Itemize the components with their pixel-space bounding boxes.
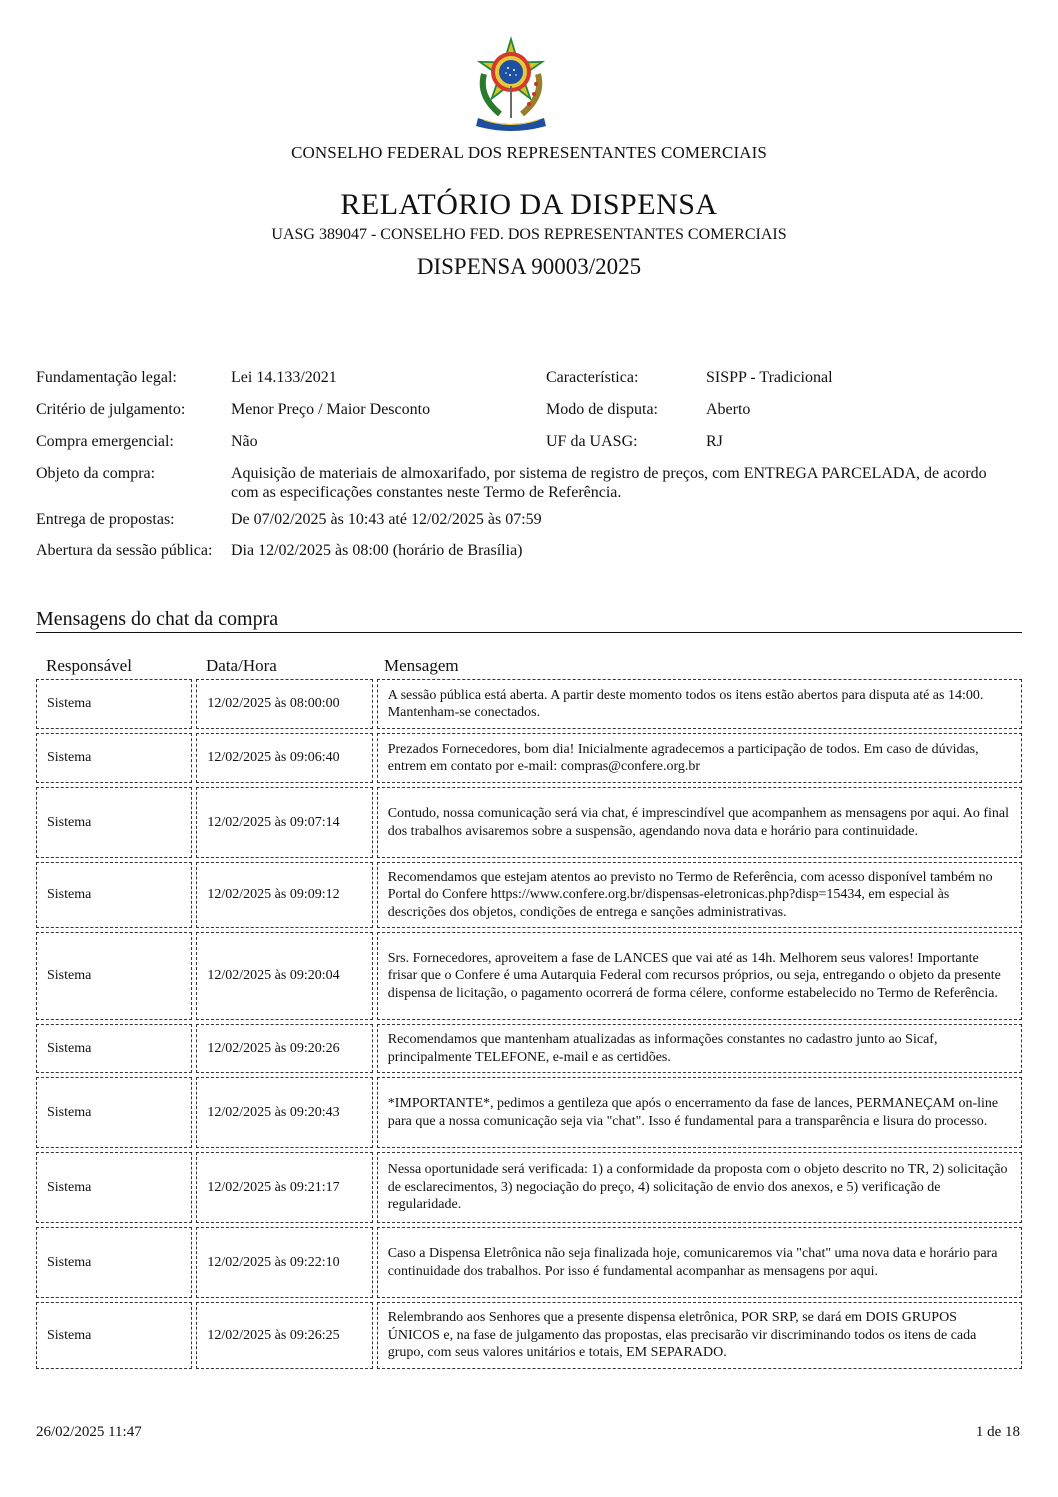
chat-section-title: Mensagens do chat da compra (36, 608, 279, 630)
header-mensagem: Mensagem (384, 656, 459, 675)
chat-table (36, 679, 1022, 1373)
cell-mensagem (377, 932, 1022, 1020)
cell-responsavel: Sistema (36, 862, 192, 928)
entrega-label: Entrega de propostas: (36, 511, 175, 528)
cell-mensagem (377, 733, 1022, 783)
message-text: Recomendamos que estejam atentos ao previsto no Termo de Referência, com acesso disponível também no Portal do Confere https://www.confere.org.br/dispensas-eletronicas.php?disp=15434, em especial às descrições dos objetos, condições de entrega e sanções administrativas. (387, 869, 993, 920)
emergencial-value: Não (231, 433, 258, 450)
table-row (36, 733, 1022, 783)
table-row (36, 932, 1022, 1020)
cell-responsavel: Sistema (36, 1227, 192, 1298)
message-text: Contudo, nossa comunicação será via chat, é imprescindível que acompanhem as mensagens por aqui. Ao final dos trabalhos avisaremos sobre a suspensão, agendando nova data e horário para continuidade. (387, 806, 1009, 839)
uf-label: UF da UASG: (546, 433, 638, 450)
page-number: 1 de 18 (975, 1424, 1020, 1440)
message-text: Srs. Fornecedores, aproveitem a fase de LANCES que vai até as 14h. Melhorem seus valores! Importante frisar que o Confere é uma Autarquia Federal com recursos próprios, ou seja, entregando o objeto da presente dispensa de licitação, o pagamento ocorrerá de forma célere, conforme estabelecido no Termo de Referência. (387, 950, 1001, 1001)
table-row (36, 1302, 1022, 1369)
cell-datahora: 12/02/2025 às 09:07:14 (196, 787, 372, 858)
cell-mensagem (377, 679, 1022, 729)
entrega-value: De 07/02/2025 às 10:43 até 12/02/2025 às 07:59 (231, 511, 542, 528)
table-row (36, 1152, 1022, 1223)
uasg-line: UASG 389047 - CONSELHO FED. DOS REPRESENTANTES COMERCIAIS (271, 226, 787, 243)
caracteristica-value: SISPP - Tradicional (706, 369, 833, 386)
section-divider (36, 632, 1022, 633)
abertura-value: Dia 12/02/2025 às 08:00 (horário de Brasília) (231, 542, 523, 559)
header-responsavel: Responsável (46, 656, 132, 675)
table-row (36, 1024, 1022, 1073)
uf-value: RJ (706, 433, 723, 450)
message-text: Caso a Dispensa Eletrônica não seja finalizada hoje, comunicaremos via "chat" uma nova data e horário para continuidade dos trabalhos. Por isso é fundamental acompanhar as mensagens por aqui. (387, 1246, 998, 1279)
cell-responsavel: Sistema (36, 1302, 192, 1369)
caracteristica-label: Característica: (546, 369, 639, 386)
cell-mensagem (377, 862, 1022, 928)
table-row (36, 1227, 1022, 1298)
criterio-value: Menor Preço / Maior Desconto (231, 401, 431, 418)
cell-responsavel: Sistema (36, 787, 192, 858)
table-row (36, 862, 1022, 928)
message-text: Prezados Fornecedores, bom dia! Inicialmente agradecemos a participação de todos. Em caso de dúvidas, entrem em contato por e-mail: compras@confere.org.br (387, 741, 979, 774)
report-title: RELATÓRIO DA DISPENSA (340, 188, 718, 221)
organization-name: CONSELHO FEDERAL DOS REPRESENTANTES COMERCIAIS (291, 143, 767, 162)
cell-mensagem (377, 1152, 1022, 1223)
cell-datahora: 12/02/2025 às 08:00:00 (196, 679, 372, 729)
cell-datahora: 12/02/2025 às 09:26:25 (196, 1302, 372, 1369)
cell-responsavel: Sistema (36, 932, 192, 1020)
table-row (36, 1077, 1022, 1148)
fundamentacao-label: Fundamentação legal: (36, 369, 177, 386)
table-row (36, 787, 1022, 858)
modo-label: Modo de disputa: (546, 401, 658, 418)
header-datahora: Data/Hora (206, 656, 277, 675)
message-text: A sessão pública está aberta. A partir deste momento todos os itens estão abertos para disputa até as 14:00. Mantenham-se conectados. (387, 687, 984, 720)
message-text: *IMPORTANTE*, pedimos a gentileza que após o encerramento da fase de lances, PERMANEÇAM on-line para que a nossa comunicação seja via "chat". Isso é fundamental para a transparência e lisura do processo. (387, 1096, 999, 1129)
cell-mensagem (377, 1077, 1022, 1148)
abertura-label: Abertura da sessão pública: (36, 542, 213, 559)
cell-mensagem (377, 1227, 1022, 1298)
message-text: Relembrando aos Senhores que a presente dispensa eletrônica, POR SRP, se dará em DOIS GRUPOS ÚNICOS e, na fase de julgamento das propostas, elas precisarão vir discriminando todos os itens de cada grupo, com seus valores unitários e totais, EM SEPARADO. (387, 1310, 977, 1361)
cell-responsavel: Sistema (36, 1024, 192, 1073)
message-text: Recomendamos que mantenham atualizadas as informações constantes no cadastro junto ao Sicaf, principalmente TELEFONE, e-mail e as certidões. (387, 1032, 938, 1065)
cell-datahora: 12/02/2025 às 09:09:12 (196, 862, 372, 928)
objeto-value: Aquisição de materiais de almoxarifado, por sistema de registro de preços, com ENTREGA PARCELADA, de acordo com as especificações constantes neste Termo de Referência. (231, 465, 987, 501)
objeto-label: Objeto da compra: (36, 465, 156, 482)
cell-datahora: 12/02/2025 às 09:20:43 (196, 1077, 372, 1148)
modo-value: Aberto (706, 401, 751, 418)
cell-responsavel: Sistema (36, 733, 192, 783)
cell-datahora: 12/02/2025 às 09:20:26 (196, 1024, 372, 1073)
cell-datahora: 12/02/2025 às 09:21:17 (196, 1152, 372, 1223)
footer-timestamp: 26/02/2025 11:47 (36, 1424, 142, 1440)
cell-responsavel: Sistema (36, 1152, 192, 1223)
coat-of-arms-emblem (464, 34, 558, 134)
emergencial-label: Compra emergencial: (36, 433, 174, 450)
table-row (36, 679, 1022, 729)
fundamentacao-value: Lei 14.133/2021 (231, 369, 337, 386)
cell-responsavel: Sistema (36, 1077, 192, 1148)
dispensa-number: DISPENSA 90003/2025 (416, 254, 642, 279)
message-text: Nessa oportunidade será verificada: 1) a conformidade da proposta com o objeto descrito no TR, 2) solicitação de esclarecimentos, 3) negociação do preço, 4) solicitação de envio dos anexos, e 5) verificação de regularidade. (387, 1162, 1008, 1213)
cell-responsavel: Sistema (36, 679, 192, 729)
cell-mensagem (377, 787, 1022, 858)
cell-mensagem (377, 1024, 1022, 1073)
criterio-label: Critério de julgamento: (36, 401, 186, 418)
cell-datahora: 12/02/2025 às 09:06:40 (196, 733, 372, 783)
cell-datahora: 12/02/2025 às 09:22:10 (196, 1227, 372, 1298)
cell-mensagem (377, 1302, 1022, 1369)
cell-datahora: 12/02/2025 às 09:20:04 (196, 932, 372, 1020)
